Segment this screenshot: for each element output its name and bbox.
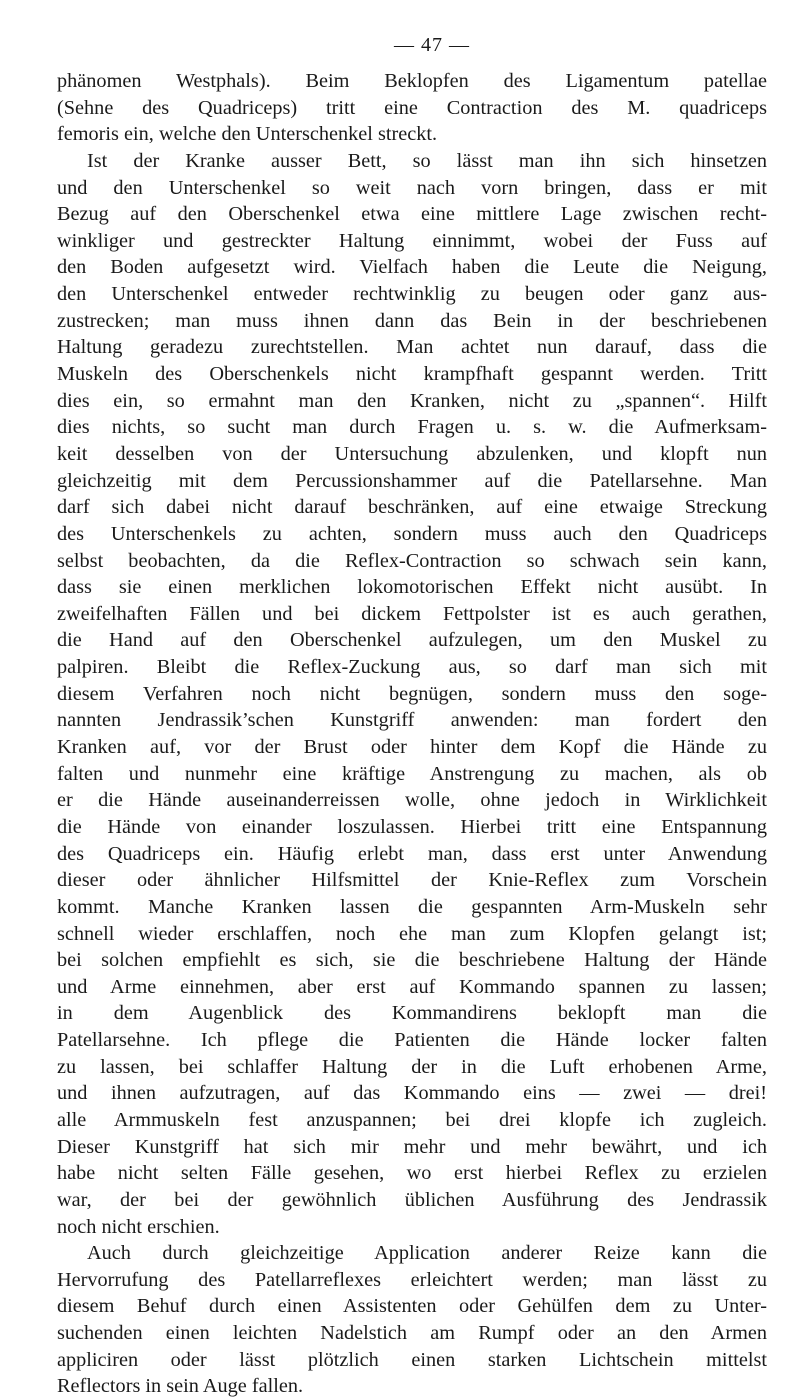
text-line: suchenden einen leichten Nadelstich am Rumpf oder an den Armen	[57, 1322, 767, 1345]
text-line: und den Unterschenkel so weit nach vorn bringen, dass er mit	[57, 176, 767, 199]
text-line: in dem Augenblick des Kommandirens beklopft man die	[57, 1002, 767, 1025]
text-line: Auch durch gleichzeitige Application anderer Reize kann die	[87, 1242, 767, 1265]
text-line: darf sich dabei nicht darauf beschränken, auf eine etwaige Streckung	[57, 496, 767, 519]
text-line: und ihnen aufzutragen, auf das Kommando eins — zwei — drei!	[57, 1082, 767, 1105]
text-line: die Hand auf den Oberschenkel aufzulegen, um den Muskel zu	[57, 629, 767, 652]
body-text	[57, 68, 767, 1400]
text-line: des Quadriceps ein. Häufig erlebt man, dass erst unter Anwendung	[57, 842, 767, 865]
text-line: den Unterschenkel entweder rechtwinklig zu beugen oder ganz aus-	[57, 283, 767, 306]
text-line: war, der bei der gewöhnlich üblichen Ausführung des Jendrassik	[57, 1188, 767, 1211]
text-line: (Sehne des Quadriceps) tritt eine Contraction des M. quadriceps	[57, 96, 767, 119]
text-line: kommt. Manche Kranken lassen die gespannten Arm-Muskeln sehr	[57, 895, 767, 918]
text-line: Patellarsehne. Ich pflege die Patienten die Hände locker falten	[57, 1029, 767, 1052]
text-line: palpiren. Bleibt die Reflex-Zuckung aus, so darf man sich mit	[57, 656, 767, 679]
text-line: femoris ein, welche den Unterschenkel streckt.	[57, 123, 438, 146]
text-line: dieser oder ähnlicher Hilfsmittel der Knie-Reflex zum Vorschein	[57, 869, 767, 892]
text-line: Dieser Kunstgriff hat sich mir mehr und mehr bewährt, und ich	[57, 1135, 767, 1158]
text-line: dies nichts, so sucht man durch Fragen u. s. w. die Aufmerksam-	[57, 416, 767, 439]
text-line: die Hände von einander loszulassen. Hierbei tritt eine Entspannung	[57, 815, 767, 838]
text-line: diesem Behuf durch einen Assistenten oder Gehülfen dem zu Unter-	[57, 1295, 767, 1318]
text-line: und Arme einnehmen, aber erst auf Kommando spannen zu lassen;	[57, 975, 767, 998]
text-line: gleichzeitig mit dem Percussionshammer auf die Patellarsehne. Man	[57, 469, 767, 492]
text-line: Reflectors in sein Auge fallen.	[57, 1375, 304, 1398]
text-line: selbst beobachten, da die Reflex-Contraction so schwach sein kann,	[57, 549, 767, 572]
text-line: keit desselben von der Untersuchung abzulenken, und klopft nun	[57, 442, 767, 465]
text-line: winkliger und gestreckter Haltung einnimmt, wobei der Fuss auf	[57, 229, 767, 252]
text-line: zustrecken; man muss ihnen dann das Bein in der beschriebenen	[57, 309, 767, 332]
text-line: Ist der Kranke ausser Bett, so lässt man ihn sich hinsetzen	[87, 149, 767, 172]
text-line: zweifelhaften Fällen und bei dickem Fettpolster ist es auch gerathen,	[57, 602, 767, 625]
text-line: dass sie einen merklichen lokomotorischen Effekt nicht ausübt. In	[57, 576, 767, 599]
text-line: des Unterschenkels zu achten, sondern muss auch den Quadriceps	[57, 522, 767, 545]
text-line: schnell wieder erschlaffen, noch ehe man zum Klopfen gelangt ist;	[57, 922, 767, 945]
text-line: appliciren oder lässt plötzlich einen starken Lichtschein mittelst	[57, 1348, 767, 1371]
text-line: Kranken auf, vor der Brust oder hinter dem Kopf die Hände zu	[57, 736, 767, 759]
text-line: Hervorrufung des Patellarreflexes erleichtert werden; man lässt zu	[57, 1268, 767, 1291]
text-line: Haltung geradezu zurechtstellen. Man achtet nun darauf, dass die	[57, 336, 767, 359]
document-page	[57, 30, 767, 1400]
text-line: dies ein, so ermahnt man den Kranken, nicht zu „spannen“. Hilft	[57, 389, 767, 412]
text-line: alle Armmuskeln fest anzuspannen; bei drei klopfe ich zugleich.	[57, 1108, 767, 1131]
text-line: falten und nunmehr eine kräftige Anstrengung zu machen, als ob	[57, 762, 767, 785]
text-line: den Boden aufgesetzt wird. Vielfach haben die Leute die Neigung,	[57, 256, 767, 279]
text-line: habe nicht selten Fälle gesehen, wo erst hierbei Reflex zu erzielen	[57, 1162, 767, 1185]
text-line: Bezug auf den Oberschenkel etwa eine mittlere Lage zwischen recht-	[57, 203, 767, 226]
text-line: noch nicht erschien.	[57, 1215, 220, 1238]
text-line: nannten Jendrassik’schen Kunstgriff anwenden: man fordert den	[57, 709, 767, 732]
text-line: Muskeln des Oberschenkels nicht krampfhaft gespannt werden. Tritt	[57, 363, 767, 386]
text-line: er die Hände auseinanderreissen wolle, ohne jedoch in Wirklichkeit	[57, 789, 767, 812]
text-line: bei solchen empfiehlt es sich, sie die beschriebene Haltung der Hände	[57, 949, 767, 972]
text-line: diesem Verfahren noch nicht begnügen, sondern muss den soge-	[57, 682, 767, 705]
text-line: zu lassen, bei schlaffer Haltung der in die Luft erhobenen Arme,	[57, 1055, 767, 1078]
page-number: — 47 —	[394, 34, 470, 56]
text-line: phänomen Westphals). Beim Beklopfen des Ligamentum patellae	[57, 70, 767, 92]
